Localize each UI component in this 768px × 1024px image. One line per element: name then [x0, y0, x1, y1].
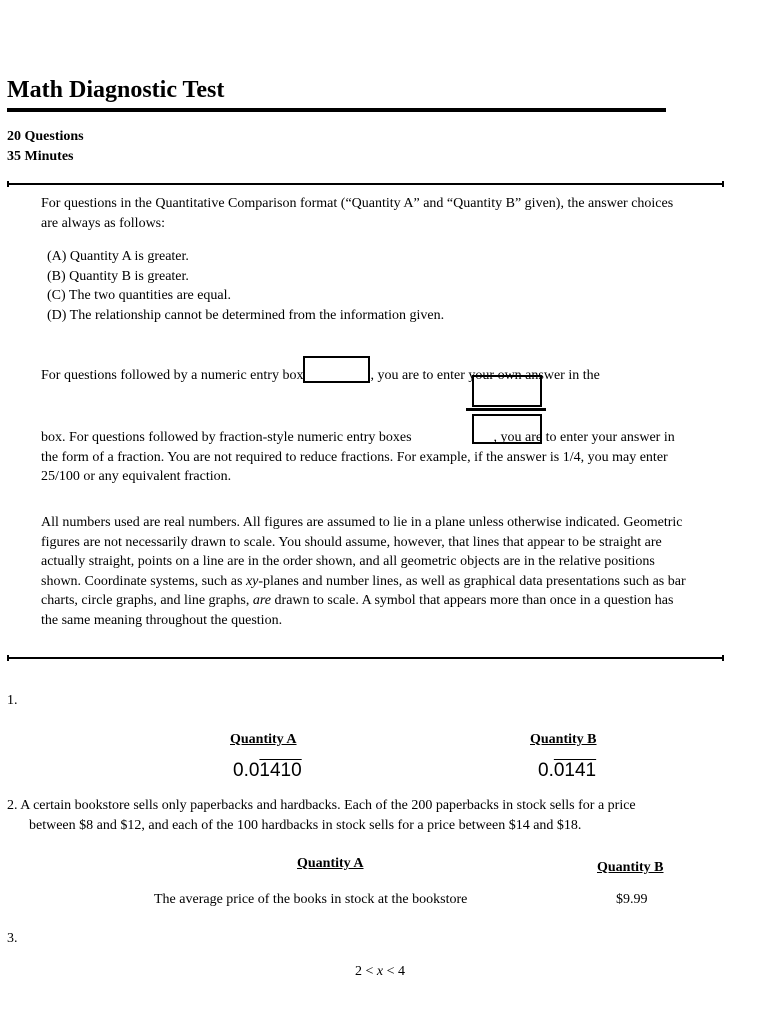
question-1-quantity-b-value — [538, 760, 596, 782]
numeric-entry-text-after: , you are to enter your own answer in the — [370, 368, 600, 383]
fraction-numerator-box-example — [472, 375, 542, 407]
quantity-b-repeating-digits: 0141 — [553, 760, 597, 781]
answer-choice-b: (B) Quantity B is greater. — [47, 268, 189, 284]
figures-text-are: are — [252, 593, 272, 608]
instructions-top-rule — [7, 183, 724, 185]
condition-left: 2 < — [355, 964, 377, 979]
question-2-quantity-a-value: The average price of the books in stock at the bookstore — [154, 892, 468, 907]
question-1-number: 1. — [7, 693, 18, 708]
fraction-text-after: , you are to enter your answer in the form of a fraction. You are not required to reduce fractions. For example, if the answer is 1/4, you may enter 25/100 or any equivalent fraction. — [41, 430, 675, 484]
fraction-text-before: box. For questions followed by fraction-style numeric entry boxes — [41, 430, 412, 445]
answer-choices-list — [47, 247, 444, 326]
figures-text-2: -planes and number lines, as well as graphical data presentations such as bar charts, circle graphs, and line graphs, — [41, 573, 686, 608]
quantity-a-repeating-digits: 1410 — [259, 760, 302, 781]
answer-choice-d: (D) The relationship cannot be determined from the information given. — [47, 308, 445, 324]
numeric-entry-text-before: For questions followed by a numeric entry box — [41, 368, 304, 383]
question-1-quantity-b-label: Quantity B — [530, 732, 597, 747]
page-title: Math Diagnostic Test — [7, 77, 225, 103]
answer-choice-c: (C) The two quantities are equal. — [47, 288, 232, 304]
question-3-condition — [355, 963, 405, 981]
instructions-bottom-rule — [7, 657, 724, 659]
title-underline — [7, 108, 666, 112]
numeric-entry-instruction — [41, 356, 693, 386]
quantity-b-prefix: 0. — [538, 760, 554, 781]
fraction-bar-example — [466, 408, 546, 411]
question-2-line-2: between $8 and $12, and each of the 100 hardbacks in stock sells for a price between $14 and $18. — [29, 818, 582, 833]
question-2-quantity-a-label: Quantity A — [297, 856, 364, 871]
question-1-quantity-a-label: Quantity A — [230, 732, 297, 747]
quantity-a-prefix: 0.0 — [233, 760, 260, 781]
question-2-quantity-b-label: Quantity B — [597, 860, 664, 875]
condition-variable: x — [376, 964, 384, 979]
question-1-quantity-a-value — [233, 760, 302, 782]
answer-choice-a: (A) Quantity A is greater. — [47, 249, 189, 264]
question-2-quantity-b-value: $9.99 — [616, 892, 648, 907]
figures-instruction — [41, 513, 693, 630]
test-meta — [7, 127, 84, 167]
qc-intro-text: For questions in the Quantitative Comparison format (“Quantity A” and “Quantity B” given), the answer choices are always as follows: — [41, 196, 674, 231]
question-count: 20 Questions — [7, 129, 84, 144]
figures-text-1: All numbers used are real numbers. All figures are assumed to lie in a plane unless otherwise indicated. Geometric figures are not necessarily drawn to scale. You should assume, however, that lines that appear to be straight are actually straight, points on a line are in the order shown, and all geometric objects are in the relative positions shown. Coordinate systems, such as — [41, 515, 683, 589]
question-2-line-1: 2. A certain bookstore sells only paperbacks and hardbacks. Each of the 200 paperbacks in stock sells for a price — [7, 798, 636, 813]
numeric-entry-box-example — [303, 356, 370, 383]
condition-right: < 4 — [383, 964, 406, 979]
figures-text-3: drawn to scale. A symbol that appears more than once in a question has the same meaning throughout the question. — [41, 593, 674, 628]
question-3-number: 3. — [7, 931, 18, 946]
figures-text-xy: xy — [245, 573, 259, 589]
fraction-entry-instruction — [41, 428, 693, 487]
question-2-stem — [7, 796, 737, 836]
test-duration: 35 Minutes — [7, 149, 74, 164]
